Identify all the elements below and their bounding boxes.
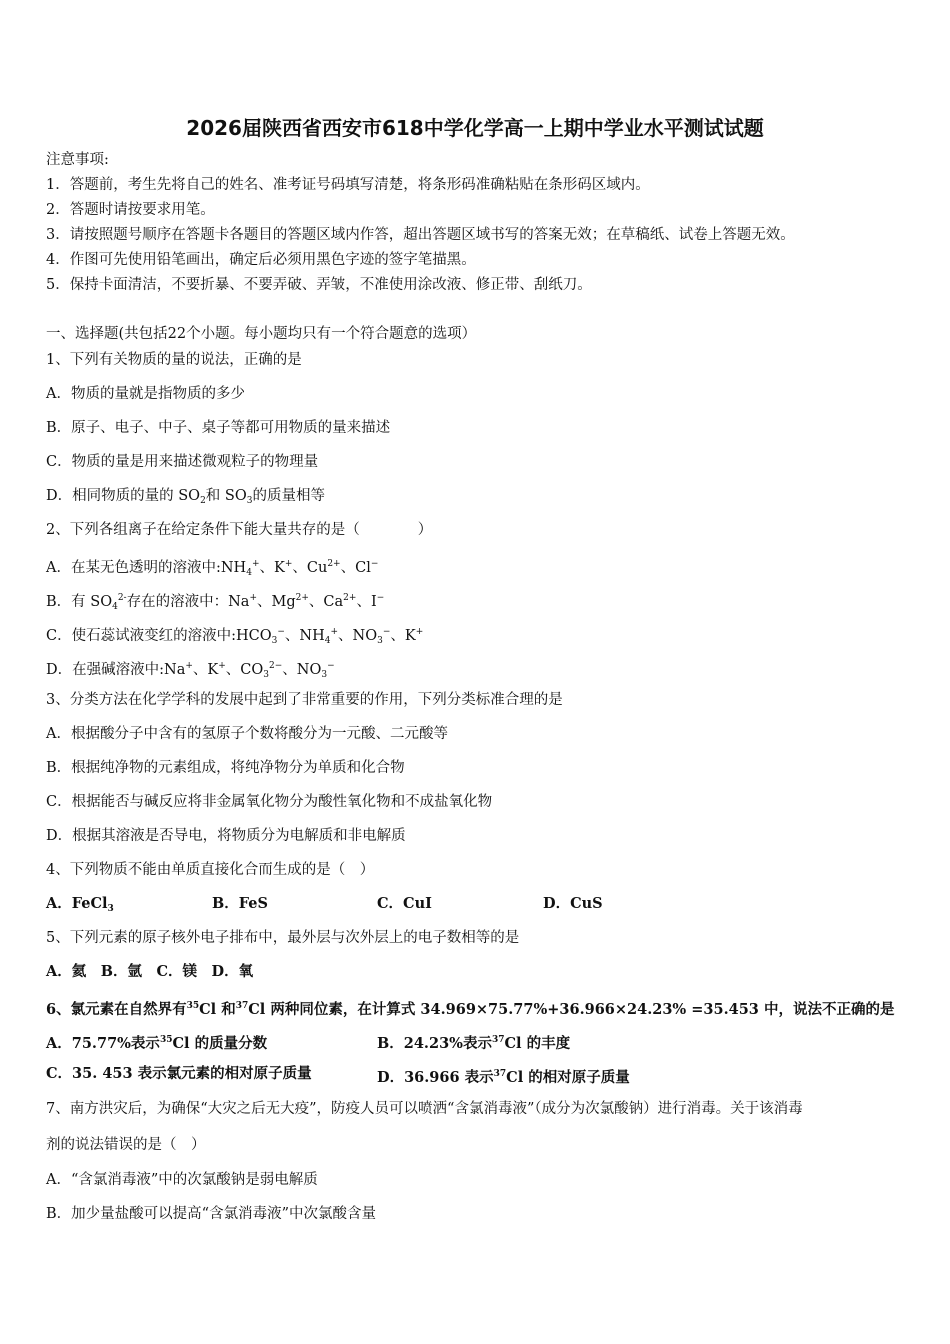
notice-item-4: 4．作图可先使用铅笔画出，确定后必须用黑色字迹的签字笔描黑。 xyxy=(46,252,476,268)
notice-heading: 注意事项: xyxy=(46,152,109,168)
q7-stem-line2: 剂的说法错误的是（ ） xyxy=(46,1137,206,1153)
q6-option-c: C．35. 453 表示氯元素的相对原子质量 xyxy=(46,1065,312,1082)
q4-option-d: D．CuS xyxy=(543,895,603,912)
q4-option-b: B．FeS xyxy=(212,895,268,912)
q3-option-c: C．根据能否与碱反应将非金属氧化物分为酸性氧化物和不成盐氧化物 xyxy=(46,794,493,810)
q2-option-d: D．在强碱溶液中:Na+、K+、$CO_3^{2-}$、$NO_3^-$ xyxy=(46,661,335,680)
q3-option-d: D．根据其溶液是否导电，将物质分为电解质和非电解质 xyxy=(46,828,406,844)
q6-option-d: D．36.966 表示$^{37}$Cl 的相对原子质量 xyxy=(377,1069,630,1086)
q3-stem: 3、分类方法在化学学科的发展中起到了非常重要的作用，下列分类标准合理的是 xyxy=(46,692,563,708)
q6-stem: 6、氯元素在自然界有$^{35}$Cl 和$^{37}$Cl 两种同位素，在计算式 34.969×75.77%+36.966×24.23% =35.453 中，说法不正确的是 xyxy=(46,1001,895,1018)
q7-option-a: A．“含氯消毒液”中的次氯酸钠是弱电解质 xyxy=(46,1172,318,1188)
q2-option-c: C．使石蕊试液变红的溶液中$:HCO_3^-$、$NH_4^+$、$NO_3^-$、K+ xyxy=(46,627,424,646)
q1-option-a: A．物质的量就是指物质的多少 xyxy=(46,386,245,402)
q4-option-a: A．FeCl$_3$ xyxy=(46,895,114,914)
notice-item-2: 2．答题时请按要求用笔。 xyxy=(46,202,215,218)
q5-stem: 5、下列元素的原子核外电子排布中，最外层与次外层上的电子数相等的是 xyxy=(46,930,520,946)
q2-option-a: A．在某无色透明的溶液中$:NH_4^+$、K+、$Cu^{2+}$、Cl− xyxy=(46,559,379,578)
notice-item-3: 3．请按照题号顺序在答题卡各题目的答题区域内作答，超出答题区域书写的答案无效；在草稿纸、试卷上答题无效。 xyxy=(46,227,795,243)
q3-option-b: B．根据纯净物的元素组成，将纯净物分为单质和化合物 xyxy=(46,760,405,776)
q5-options: A．氦 B．氩 C．镁 D．氧 xyxy=(46,963,254,980)
q3-option-a: A．根据酸分子中含有的氢原子个数将酸分为一元酸、二元酸等 xyxy=(46,726,448,742)
q2-stem: 2、下列各组离子在给定条件下能大量共存的是（ ） xyxy=(46,522,433,538)
q1-option-c: C．物质的量是用来描述微观粒子的物理量 xyxy=(46,454,319,470)
q7-option-b: B．加少量盐酸可以提高“含氯消毒液”中次氯酸含量 xyxy=(46,1206,376,1222)
q2-option-b: B．有 $SO_4^{2-}$存在的溶液中：Na+、$Mg^{2+}$、$Ca^{2+}$、I− xyxy=(46,593,385,612)
q6-option-b: B．24.23%表示$^{37}$Cl 的丰度 xyxy=(377,1035,571,1052)
section-heading: 一、选择题(共包括22个小题。每小题均只有一个符合题意的选项） xyxy=(46,326,477,342)
q1-stem: 1、下列有关物质的量的说法，正确的是 xyxy=(46,352,302,368)
q7-stem-line1: 7、南方洪灾后，为确保“大灾之后无大疫”，防疫人员可以喷洒“含氯消毒液”（成分为次氯酸钠）进行消毒。关于该消毒 xyxy=(46,1101,803,1117)
notice-item-1: 1．答题前，考生先将自己的姓名、准考证号码填写清楚，将条形码准确粘贴在条形码区域内。 xyxy=(46,177,650,193)
q4-stem: 4、下列物质不能由单质直接化合而生成的是（ ） xyxy=(46,862,375,878)
page-title: 2026届陕西省西安市618中学化学高一上期中学业水平测试试题 xyxy=(186,116,764,140)
q4-option-c: C．CuI xyxy=(377,895,432,912)
q6-option-a: A．75.77%表示$^{35}$Cl 的质量分数 xyxy=(46,1035,268,1052)
q1-option-b: B．原子、电子、中子、桌子等都可用物质的量来描述 xyxy=(46,420,391,436)
q1-option-d: D．相同物质的量的 $SO_2$和 $SO_3$的质量相等 xyxy=(46,488,325,506)
notice-item-5: 5．保持卡面清洁，不要折暴、不要弄破、弄皱，不准使用涂改液、修正带、刮纸刀。 xyxy=(46,277,592,293)
